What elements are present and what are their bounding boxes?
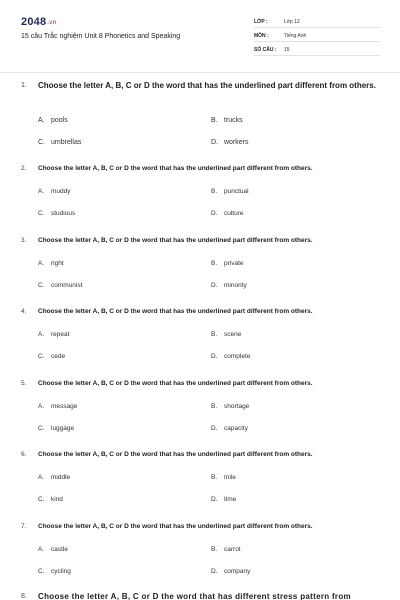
meta-key: LỚP : (254, 19, 268, 25)
option-letter: D. (211, 496, 218, 503)
question-number: 1. (21, 82, 27, 89)
option-letter: C. (38, 425, 45, 432)
question-number: 6. (21, 451, 27, 458)
meta-key: SỐ CÂU : (254, 47, 277, 53)
option-letter: A. (38, 331, 45, 338)
option-text: pools (51, 117, 68, 124)
question-number: 2. (21, 165, 27, 172)
option-letter: D. (211, 139, 218, 146)
option-text: castle (51, 546, 68, 553)
option-text: message (51, 403, 78, 410)
option-text: kind (51, 496, 63, 503)
option-text: minority (224, 282, 247, 289)
option-text: time (224, 496, 237, 503)
option-text: repeat (51, 331, 70, 338)
option-letter: B. (211, 546, 218, 553)
option-letter: B. (211, 474, 218, 481)
meta-row-class (254, 16, 380, 28)
option-letter: B. (211, 331, 218, 338)
option-text: right (51, 260, 64, 267)
option-letter: C. (38, 496, 45, 503)
option-text: mile (224, 474, 236, 481)
meta-row-count (254, 44, 380, 56)
option-text: carrot (224, 546, 241, 553)
document-title: 15 câu Trắc nghiệm Unit 8 Phonetics and Speaking (21, 33, 181, 40)
option-letter: B. (211, 188, 218, 195)
option-letter: A. (38, 260, 45, 267)
question-number: 5. (21, 380, 27, 387)
option-text: umbrellas (51, 139, 82, 146)
option-letter: B. (211, 260, 218, 267)
question-text: Choose the letter A, B, C or D the word that has the underlined part different from others. (38, 81, 376, 90)
option-letter: D. (211, 353, 218, 360)
question-text: Choose the letter A, B, C or D the word that has the underlined part different from others. (38, 165, 313, 172)
question-text: Choose the letter A, B, C or D the word that has different stress pattern from (38, 592, 351, 600)
option-letter: D. (211, 210, 218, 217)
question-number: 7. (21, 523, 27, 530)
option-letter: A. (38, 403, 45, 410)
meta-row-subject (254, 30, 380, 42)
option-letter: A. (38, 546, 45, 553)
question-text: Choose the letter A, B, C or D the word that has the underlined part different from others. (38, 237, 313, 244)
option-letter: A. (38, 117, 45, 124)
option-letter: A. (38, 474, 45, 481)
question-number: 8. (21, 593, 27, 600)
meta-value: 15 (284, 47, 290, 53)
option-text: shortage (224, 403, 250, 410)
option-text: luggage (51, 425, 75, 432)
question-number: 4. (21, 308, 27, 315)
option-text: studious (51, 210, 76, 217)
question-number: 3. (21, 237, 27, 244)
question-text: Choose the letter A, B, C or D the word that has the underlined part different from others. (38, 308, 313, 315)
meta-key: MÔN : (254, 33, 269, 39)
option-text: culture (224, 210, 244, 217)
option-text: punctual (224, 188, 249, 195)
option-letter: D. (211, 568, 218, 575)
option-text: middle (51, 474, 71, 481)
option-text: scene (224, 331, 242, 338)
option-text: complete (224, 353, 251, 360)
option-letter: C. (38, 568, 45, 575)
option-letter: D. (211, 425, 218, 432)
option-text: communist (51, 282, 83, 289)
option-text: cede (51, 353, 66, 360)
option-text: workers (224, 139, 249, 146)
meta-value: Lớp 12 (284, 19, 300, 25)
option-text: private (224, 260, 244, 267)
header-divider (0, 72, 400, 73)
question-text: Choose the letter A, B, C or D the word that has the underlined part different from others. (38, 523, 313, 530)
option-text: trucks (224, 117, 243, 124)
option-text: cycling (51, 568, 71, 575)
option-letter: C. (38, 353, 45, 360)
question-text: Choose the letter A, B, C or D the word that has the underlined part different from others. (38, 451, 313, 458)
site-logo[interactable] (21, 16, 57, 28)
option-text: company (224, 568, 251, 575)
logo-suffix: .vn (47, 20, 57, 26)
option-letter: D. (211, 282, 218, 289)
meta-value: Tiếng Anh (284, 33, 307, 39)
option-text: capacity (224, 425, 248, 432)
option-text: muddy (51, 188, 71, 195)
logo-main: 2048 (21, 16, 47, 28)
option-letter: B. (211, 403, 218, 410)
option-letter: A. (38, 188, 45, 195)
question-text: Choose the letter A, B, C or D the word that has the underlined part different from others. (38, 380, 313, 387)
option-letter: C. (38, 139, 45, 146)
document-header (0, 0, 400, 70)
option-letter: B. (211, 117, 218, 124)
option-letter: C. (38, 282, 45, 289)
option-letter: C. (38, 210, 45, 217)
